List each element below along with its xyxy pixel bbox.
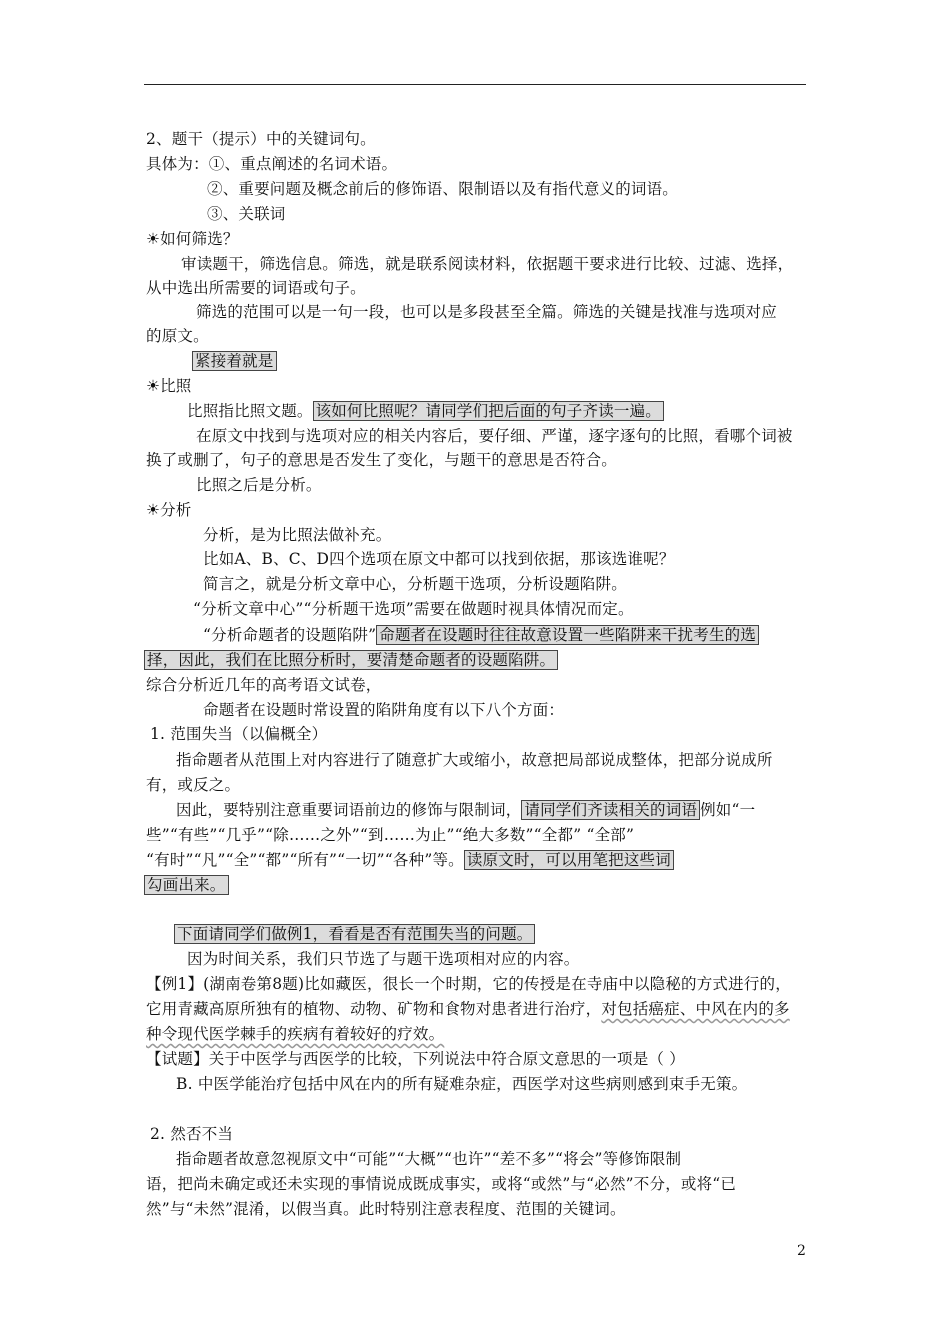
text-line: 简言之，就是分析文章中心，分析题干选项，分析设题陷阱。 <box>203 575 627 593</box>
text-line: 有，或反之。 <box>146 776 241 794</box>
highlight-box: 请同学们齐读相关的词语 <box>521 800 700 820</box>
text-line: 2、题干（提示）中的关键词句。 <box>146 130 376 148</box>
text-span: 比照指比照文题。 <box>187 402 313 420</box>
highlight-box: 命题者在设题时往往故意设置一些陷阱来干扰考生的选 <box>376 625 759 645</box>
page-number: 2 <box>797 1243 806 1259</box>
example-text-line <box>146 1023 444 1045</box>
text-line: 命题者在设题时常设置的陷阱角度有以下八个方面： <box>203 701 565 719</box>
text-line <box>144 874 229 896</box>
text-line: 具体为：①、重点阐述的名词术语。 <box>146 155 398 173</box>
text-line: 换了或删了，句子的意思是否发生了变化，与题干的意思是否符合。 <box>146 451 618 469</box>
text-line: ③、关联词 <box>207 205 286 223</box>
text-line: ②、重要问题及概念前后的修饰语、限制语以及有指代意义的词语。 <box>207 180 679 198</box>
highlight-box: 勾画出来。 <box>144 875 229 895</box>
text-line: 审读题干，筛选信息。筛选，就是联系阅读材料，依据题干要求进行比较、过滤、选择， <box>181 255 794 273</box>
text-span: 因此，要特别注意重要词语前边的修饰与限制词， <box>176 801 522 819</box>
text-line <box>176 799 755 821</box>
text-line: 综合分析近几年的高考语文试卷， <box>146 676 382 694</box>
text-span: 它用青藏高原所独有的植物、动物、矿物和食物对患者进行治疗， <box>146 1000 602 1018</box>
text-line: 的原文。 <box>146 327 209 345</box>
underlined-text: 对包括癌症、中风在内的多 <box>601 1000 790 1018</box>
question-line: 【试题】关于中医学与西医学的比较，下列说法中符合原文意思的一项是（ ） <box>146 1050 685 1068</box>
text-line <box>187 400 664 422</box>
text-span: 例如“一 <box>700 801 756 819</box>
text-line: 从中选出所需要的词语或句子。 <box>146 279 366 297</box>
text-line: 筛选的范围可以是一句一段，也可以是多段甚至全篇。筛选的关键是找准与选项对应 <box>196 303 777 321</box>
text-line: 然”与“未然”混淆，以假当真。此时特别注意表程度、范围的关键词。 <box>146 1200 626 1218</box>
text-line: 比如A、B、C、D四个选项在原文中都可以找到依据，那该选谁呢？ <box>203 550 675 568</box>
example-text-line <box>146 998 790 1020</box>
highlight-box: 紧接着就是 <box>192 351 277 371</box>
text-line <box>174 923 535 945</box>
header-rule <box>144 84 806 85</box>
text-line <box>146 849 674 871</box>
text-line: 指命题者从范围上对内容进行了随意扩大或缩小，故意把局部说成整体，把部分说成所 <box>176 751 773 769</box>
section-heading: ☀如何筛选？ <box>146 230 239 248</box>
example-text-line: 【例1】(湖南卷第8题)比如藏医，很长一个时期，它的传授是在寺庙中以隐秘的方式进行的， <box>146 975 791 993</box>
text-line: “分析文章中心”“分析题干选项”需要在做题时视具体情况而定。 <box>193 600 634 618</box>
text-line: 比照之后是分析。 <box>196 476 322 494</box>
highlight-box: 择，因此，我们在比照分析时，要清楚命题者的设题陷阱。 <box>144 650 558 670</box>
highlight-box: 读原文时，可以用笔把这些词 <box>464 850 674 870</box>
text-line <box>192 350 277 372</box>
text-line <box>203 624 759 646</box>
section-heading: ☀分析 <box>146 501 192 519</box>
highlight-box: 下面请同学们做例1，看看是否有范围失当的问题。 <box>174 924 535 944</box>
text-line: 分析，是为比照法做补充。 <box>203 526 392 544</box>
text-line: 些”“有些”“几乎”“除……之外”“到……为止”“绝大多数”“全都” “全部” <box>146 826 635 844</box>
text-line <box>144 649 558 671</box>
highlight-box: 该如何比照呢？请同学们把后面的句子齐读一遍。 <box>313 401 664 421</box>
option-line: B. 中医学能治疗包括中风在内的所有疑难杂症，西医学对这些病则感到束手无策。 <box>176 1075 748 1093</box>
text-line: 在原文中找到与选项对应的相关内容后，要仔细、严谨，逐字逐句的比照，看哪个词被 <box>196 427 793 445</box>
text-line: 因为时间关系，我们只节选了与题干选项相对应的内容。 <box>187 950 580 968</box>
subsection-heading: 2. 然否不当 <box>150 1125 234 1143</box>
text-span: “分析命题者的设题陷阱” <box>203 626 377 644</box>
section-heading: ☀比照 <box>146 377 192 395</box>
subsection-heading: 1. 范围失当（以偏概全） <box>150 725 328 743</box>
underlined-text: 种令现代医学棘手的疾病有着较好的疗效。 <box>146 1025 445 1043</box>
text-line: 指命题者故意忽视原文中“可能”“大概”“也许”“差不多”“将会”等修饰限制 <box>176 1150 682 1168</box>
text-line: 语，把尚未确定或还未实现的事情说成既成事实，或将“或然”与“必然”不分，或将“已 <box>146 1175 737 1193</box>
text-span: “有时”“凡”“全”“都”“所有”“一切”“各种”等。 <box>146 851 464 869</box>
